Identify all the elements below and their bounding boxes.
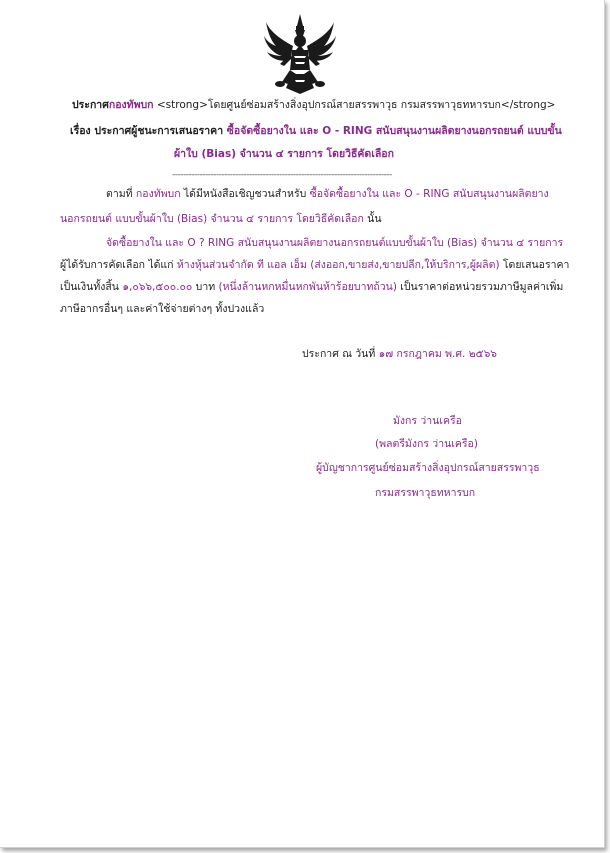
signer-department: กรมสรรพาวุธทหารบก [375,487,476,499]
p5-text-a: เป็นเงินทั้งสิ้น [60,281,123,293]
body-paragraph-5 [60,280,563,294]
signer-full-name: (พลตรีมังกร ว่านเครือ) [375,438,478,450]
body-paragraph-6: ภาษีอากรอื่นๆ และค่าใช้จ่ายต่างๆ ทั้งปวงแล้ว [60,303,265,315]
subject-line-2: ผ้าใบ (Bias) จำนวน ๔ รายการ โดยวิธีคัดเลือก [174,148,394,160]
subject-line-1 [70,124,562,138]
p1-item: ซื้อจัดซื้อยางใน และ O - RING สนับสนุนงานผลิตยาง [309,188,549,200]
p2-item: นอกรถยนต์ แบบขั้นผ้าใบ (Bias) จำนวน ๔ รายการ โดยวิธีคัดเลือก [60,213,364,225]
p5-text-c: เป็นราคาต่อหน่วยรวมภาษีมูลค่าเพิ่ม [396,281,564,293]
garuda-emblem-icon [262,12,338,96]
subject-text-1: ซื้อจัดซื้อยางใน และ O - RING สนับสนุนงานผลิตยางนอกรถยนต์ แบบขั้น [226,125,562,137]
p1-organization: กองทัพบก [135,188,181,200]
title-rest: <strong>โดยศูนย์ซ่อมสร้างสิ่งอุปกรณ์สายสรรพาวุธ กรมสรรพาวุธทหารบก</strong> [153,99,556,111]
announcement-title [72,98,555,112]
title-prefix: ประกาศ [72,99,109,111]
price-amount: ๑,๐๖๖,๕๐๐.๐๐ [122,281,193,293]
subject-prefix: เรื่อง ประกาศผู้ชนะการเสนอราคา [70,125,227,137]
separator-line: -------------------------------------------------------------------------------- [172,170,392,180]
p1-text-a: ตามที่ [106,188,136,200]
announcement-date [302,347,497,361]
body-paragraph-1 [106,187,549,201]
date-prefix: ประกาศ ณ วันที่ [302,348,379,360]
price-in-words: (หนึ่งล้านหกหมื่นหกพันห้าร้อยบาทถ้วน) [218,281,397,293]
signer-position: ผู้บัญชาการศูนย์ซ่อมสร้างสิ่งอุปกรณ์สายสรรพาวุธ [316,462,540,474]
winner-company: ห้างหุ้นส่วนจำกัด ที แอล เอ็ม (ส่งออก,ขายส่ง,ขายปลีก,ให้บริการ,ผู้ผลิต) [176,259,500,271]
p2-text: นั้น [363,213,382,225]
p5-text-b: บาท [192,281,219,293]
p1-text-b: ได้มีหนังสือเชิญชวนสำหรับ [180,188,310,200]
p4-text-a: ผู้ได้รับการคัดเลือก ได้แก่ [60,259,177,271]
signer-name: มังกร ว่านเครือ [393,415,462,427]
body-paragraph-3: จัดซื้อยางใน และ O ? RING สนับสนุนงานผลิตยางนอกรถยนต์แบบขั้นผ้าใบ (Bias) จำนวน ๔ รายการ [106,237,564,249]
title-organization: กองทัพบก [108,99,154,111]
date-value: ๑๗ กรกฎาคม พ.ศ. ๒๕๖๖ [378,348,497,360]
p4-text-b: โดยเสนอราคา [499,259,570,271]
body-paragraph-4 [60,258,569,272]
body-paragraph-2 [60,212,382,226]
